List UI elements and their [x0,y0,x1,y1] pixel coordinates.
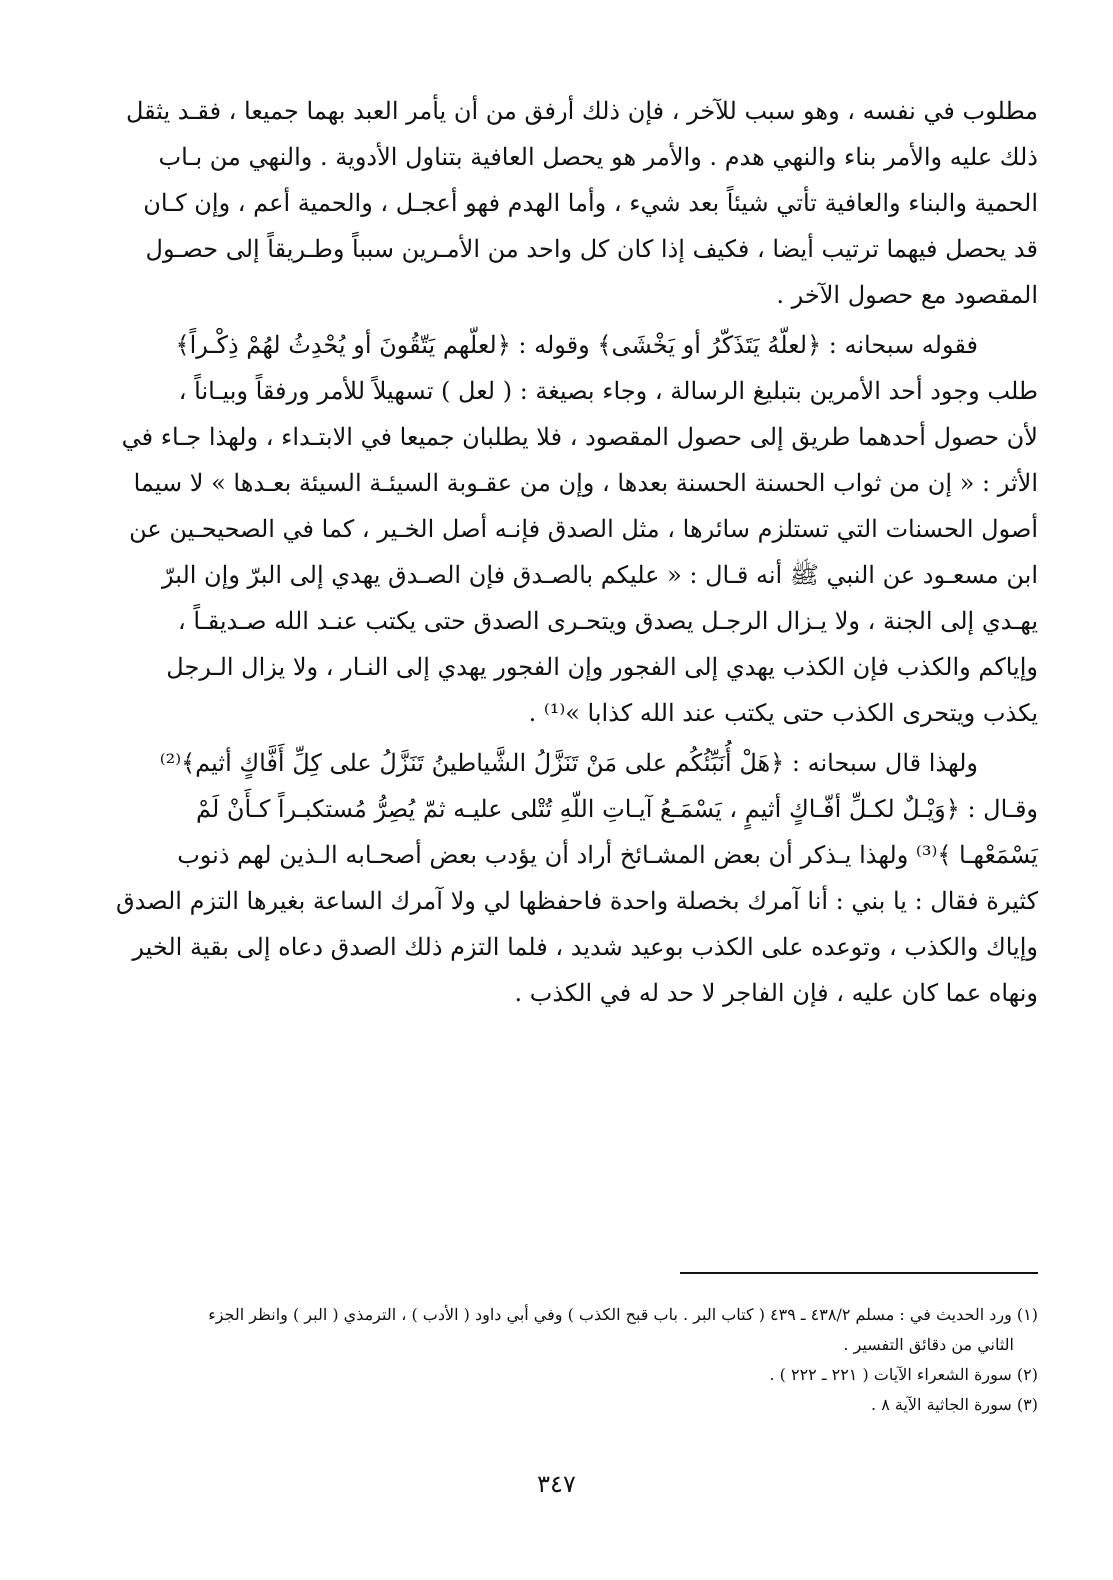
text-line: لأن حصول أحدهما طريق إلى حصول المقصود ، فلا يطلبان جميعا في الابتـداء ، ولهذا جـاء في [121,423,1038,451]
text-line: وقـال : ﴿وَيْـلٌ لكـلِّ أفّـاكٍ أثيمٍ ، يَسْمَـعُ آيـاتِ اللّهِ تُتْلى عليـه ثمّ يُصِرُّ مُستكبـراً كـأَنْ لَمْ [195,795,1038,823]
footnote-2: (٢) سورة الشعراء الآيات ( ٢٢١ ـ ٢٢٢ ) . [769,1365,1038,1384]
text-line: الحمية والبناء والعافية تأتي شيئاً بعد شيء ، وأما الهدم فهو أعجـل ، والحمية أعم ، وإن كـان [143,189,1038,217]
footnote-3: (٣) سورة الجاثية الآية ٨ . [871,1395,1038,1414]
footnote-divider [680,1272,1038,1274]
text-line: ذلك عليه والأمر بناء والنهي هدم . والأمر هو يحصل العافية بتناول الأدوية . والنهي من بـاب [158,143,1038,171]
text-line: وإياك والكذب ، وتوعده على الكذب بوعيد شديد ، فلما التزم ذلك الصدق دعاه إلى بقية الخير [132,933,1038,961]
text-line: وإياكم والكذب فإن الكذب يهدي إلى الفجور وإن الفجور يهدي إلى النـار ، ولا يزال الـرجل [166,653,1038,681]
footnotes [78,1300,1038,1420]
text-line: الأثر : « إن من ثواب الحسنة الحسنة بعدها ، وإن من عقـوبة السيئـة السيئة بعـدها » لا سيما [133,469,1038,497]
paragraph-3 [88,740,1038,1016]
text-line: قد يحصل فيهما ترتيب أيضا ، فكيف إذا كان كل واحد من الأمـرين سبباً وطـريقاً إلى حصـول [145,235,1038,263]
paragraph-1 [88,88,1038,318]
text-line: يَسْمَعْهـا ﴾⁽³⁾ ولهذا يـذكر أن بعض المشـائخ أراد أن يؤدب بعض أصحـابه الـذين لهم ذنوب [177,841,1038,869]
text-line: يهـدي إلى الجنة ، ولا يـزال الرجـل يصدق ويتحـرى الصدق حتى يكتب عنـد الله صـديقـاً ، [177,607,1038,635]
text-line: أصول الحسنات التي تستلزم سائرها ، مثل الصدق فإنـه أصل الخـير ، كما في الصحيحـين عن [129,515,1038,543]
footnote-1: (١) ورد الحديث في : مسلم ٤٣٨/٢ ـ ٤٣٩ ( كتاب البر . باب قبح الكذب ) وفي أبي داود ( الأدب ) ، الترمذي ( البر ) وانظر الجزء [208,1305,1038,1324]
text-line: يكذب ويتحرى الكذب حتى يكتب عند الله كذابا »⁽¹⁾ . [528,699,1038,727]
text-line: ونهاه عما كان عليه ، فإن الفاجر لا حد له في الكذب . [514,979,1038,1007]
text-line: كثيرة فقال : يا بني : أنا آمرك بخصلة واحدة فاحفظها لي ولا آمرك الساعة بغيرها التزم الصدق [115,887,1038,915]
main-text [88,88,1038,1020]
page-number: ٣٤٧ [537,1470,576,1498]
text-line: مطلوب في نفسه ، وهو سبب للآخر ، فإن ذلك أرفق من أن يأمر العبد بهما جميعا ، فقـد يثقل [125,97,1038,125]
footnote-1-continuation: الثاني من دقائق التفسير . [843,1335,1014,1354]
text-line: المقصود مع حصول الآخر . [776,281,1038,309]
text-line: فقوله سبحانه : ﴿لعلّهُ يَتَذَكّرُ أو يَخْشَى﴾ وقوله : ﴿لعلّهم يَتّقُونَ أو يُحْدِثُ لهُمْ ذِكْـراً﴾ [175,331,978,359]
text-line: ابن مسعـود عن النبي ﷺ أنه قـال : « عليكم بالصـدق فإن الصـدق يهدي إلى البرّ وإن البرّ [161,561,1038,589]
text-line: ولهذا قال سبحانه : ﴿هَلْ أُنَبِّئُكُم على مَنْ تَنَزَّلُ الشَّياطينُ تَنَزَّلُ على كِلِّ أَفَّاكٍ أثيم﴾⁽²⁾ [159,749,978,777]
text-line: طلب وجود أحد الأمرين بتبليغ الرسالة ، وجاء بصيغة : ( لعل ) تسهيلاً للأمر ورفقاً وبيـاناً ، [178,377,1038,405]
paragraph-2 [88,322,1038,736]
